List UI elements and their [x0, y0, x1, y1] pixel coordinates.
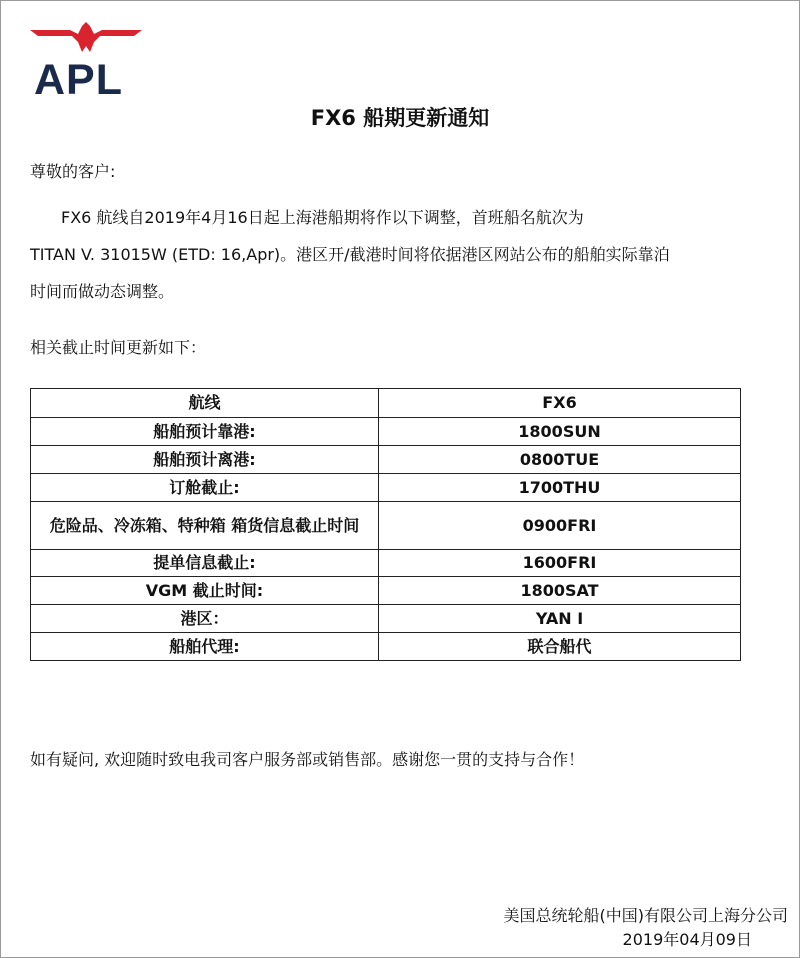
page-title: FX6 船期更新通知 [310, 106, 490, 130]
schedule-table [30, 388, 741, 661]
body-line-2: TITAN V. 31015W (ETD: 16,Apr)。港区开/截港时间将依据港区网站公布的船舶实际靠泊 [30, 245, 670, 264]
table-row [31, 474, 741, 502]
signature-date: 2019年04月09日 [622, 930, 752, 949]
row-label: 订舱截止: [31, 474, 379, 502]
row-value: 1800SUN [379, 418, 741, 446]
body-line-3: 时间而做动态调整。 [30, 282, 175, 301]
table-row [31, 502, 741, 550]
table-row [31, 550, 741, 577]
salutation: 尊敬的客户: [30, 162, 116, 181]
row-label: 提单信息截止: [31, 550, 379, 577]
row-label: 船舶代理: [31, 633, 379, 661]
row-label: VGM 截止时间: [31, 577, 379, 605]
table-header-row [31, 389, 741, 418]
table-row [31, 446, 741, 474]
table-intro: 相关截止时间更新如下： [30, 338, 207, 357]
row-value: 0800TUE [379, 446, 741, 474]
signature-company: 美国总统轮船(中国)有限公司上海分公司 [503, 906, 788, 925]
row-value: 0900FRI [379, 502, 741, 550]
table-row [31, 418, 741, 446]
body-line-1: FX6 航线自2019年4月16日起上海港船期将作以下调整，首班船名航次为 [61, 208, 584, 227]
row-label: 船舶预计离港: [31, 446, 379, 474]
apl-logo [30, 22, 145, 102]
logo-text: APL [34, 56, 123, 104]
row-label: 危险品、冷冻箱、特种箱 箱货信息截止时间 [31, 502, 379, 550]
closing-text: 如有疑问, 欢迎随时致电我司客户服务部或销售部。感谢您一贯的支持与合作！ [30, 750, 585, 769]
row-value: 1800SAT [379, 577, 741, 605]
row-value: 1600FRI [379, 550, 741, 577]
table-row [31, 633, 741, 661]
row-label: 港区： [31, 605, 379, 633]
eagle-icon [30, 22, 142, 54]
header-value: FX6 [379, 389, 741, 418]
row-label: 船舶预计靠港: [31, 418, 379, 446]
table-row [31, 577, 741, 605]
table-row [31, 605, 741, 633]
row-value: 1700THU [379, 474, 741, 502]
header-label: 航线 [31, 389, 379, 418]
row-value: YAN I [379, 605, 741, 633]
row-value: 联合船代 [379, 633, 741, 661]
